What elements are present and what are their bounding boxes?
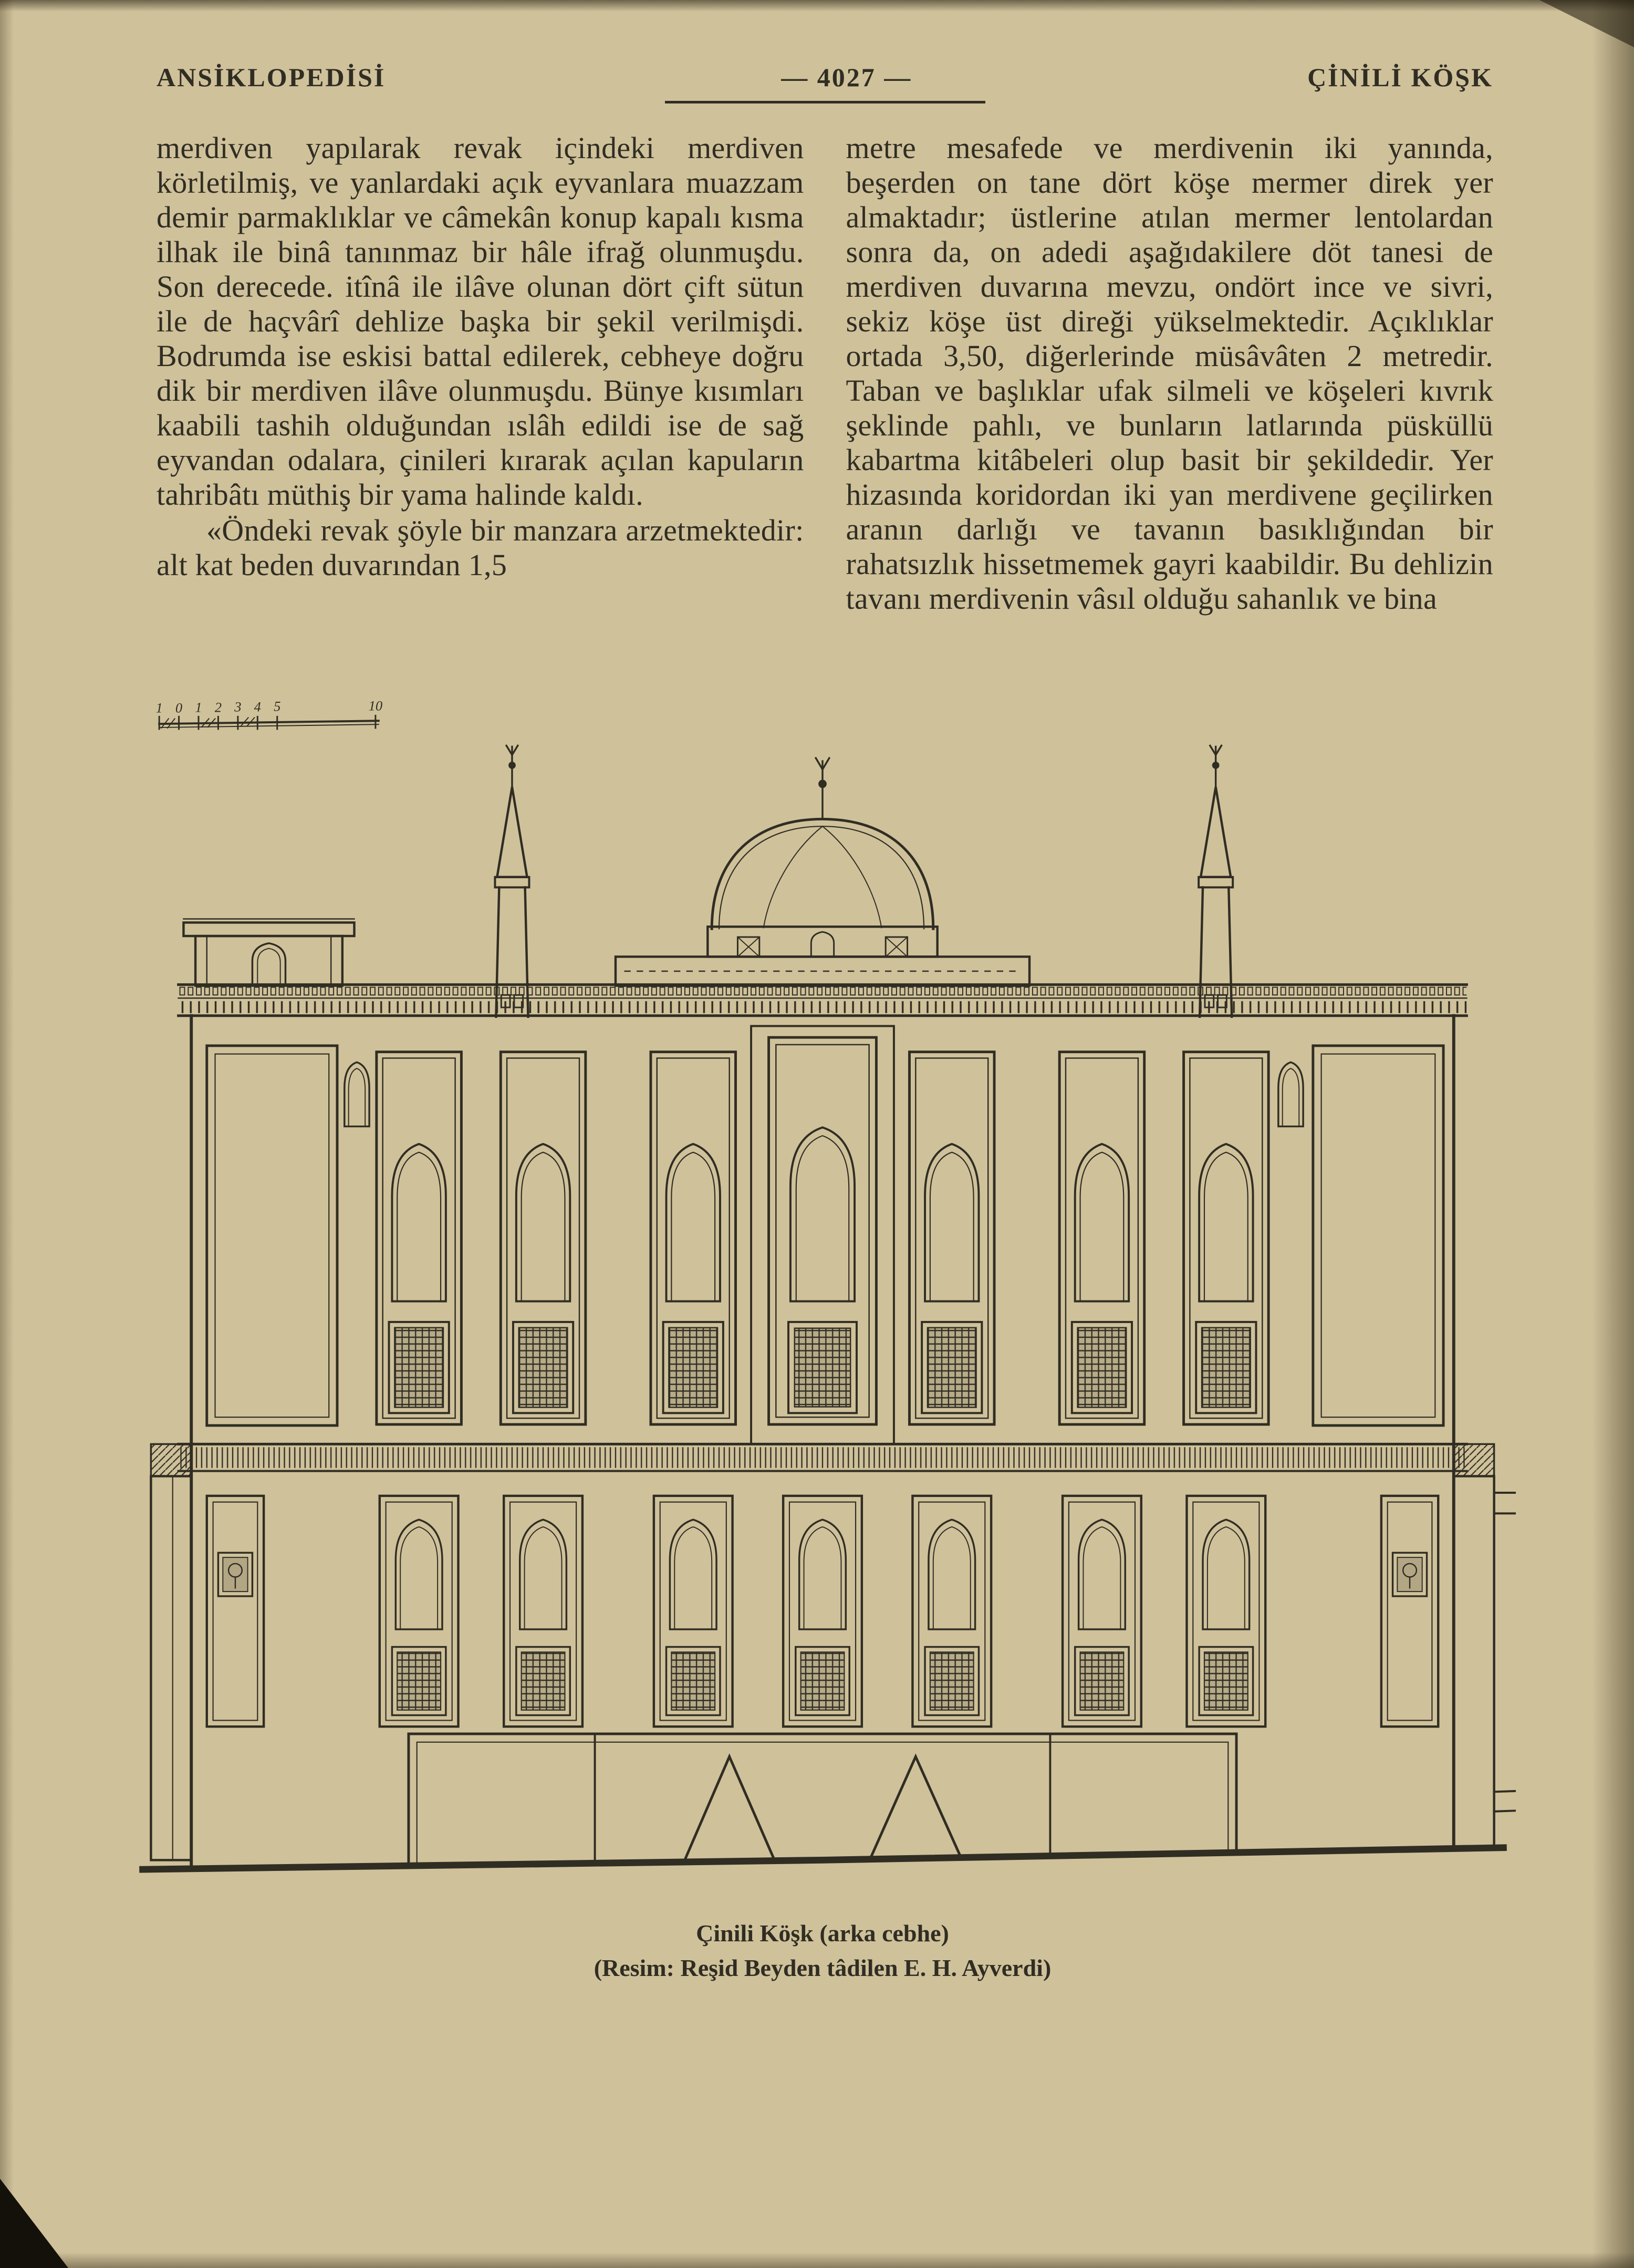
string-course xyxy=(179,1444,1467,1471)
scan-shadow-top xyxy=(0,0,1634,12)
page-number: — 4027 — xyxy=(781,63,912,92)
left-minaret xyxy=(495,746,529,1017)
header-rule xyxy=(665,101,985,103)
article-body xyxy=(157,131,1493,616)
central-dome xyxy=(616,758,1029,985)
paragraph: «Öndeki revak şöyle bir manzara arzetmektedir: alt kat beden duvarından 1,5 xyxy=(157,513,804,582)
page-header xyxy=(157,62,1493,92)
journal-title: ANSİKLOPEDİSİ xyxy=(157,63,386,92)
scan-shadow-left xyxy=(0,0,14,2268)
upper-windows xyxy=(377,1037,1268,1424)
article-title: ÇİNİLİ KÖŞK xyxy=(1307,63,1493,92)
paragraph: merdiven yapılarak revak içindeki merdiven körletilmiş, ve yanlardaki açık eyvanlara muazzam demir parmaklıklar ve câmekân konup kapalı kısma ilhak ile binâ tanınmaz bir hâle ifrağ olunmuşdu. Son derecede. itînâ ile ilâve olunan dört çift sütun ile de haçvârî dehlize başka bir şekil verilmişdi. Bodrumda ise eskisi battal edilerek, cebheye doğru dik bir merdiven ilâve olunmuşdu. Bünye kısımları kaabili tashih olduğundan ıslâh edildi ise de sağ eyvandan odalara, çinileri kırarak açılan kapuların tahribâtı müthiş bir yama halinde kaldı. xyxy=(157,131,804,512)
scan-shadow-bottom xyxy=(0,2252,1634,2268)
right-wall-section xyxy=(1454,1444,1516,1846)
right-column xyxy=(846,131,1494,616)
elevation-figure xyxy=(129,695,1516,1985)
rooftop-kiosk xyxy=(183,919,354,986)
cornice-band xyxy=(179,985,1467,1016)
scale-label: 0 xyxy=(175,700,183,716)
left-wall-section xyxy=(151,1444,191,1860)
scale-bar xyxy=(155,698,382,729)
scale-label: 4 xyxy=(254,699,261,715)
left-column xyxy=(157,131,804,616)
scale-label: 3 xyxy=(234,699,242,715)
right-minaret xyxy=(1199,746,1233,1017)
wall-niches xyxy=(345,1062,1303,1126)
scale-label: 1 xyxy=(155,700,163,716)
facade-outline xyxy=(191,1016,1454,1867)
lower-windows xyxy=(380,1496,1265,1726)
scale-label: 2 xyxy=(214,699,222,715)
stair-gable xyxy=(870,1756,961,1859)
basement-strip xyxy=(409,1734,1236,1865)
scale-label: 1 xyxy=(195,699,202,715)
ground-line xyxy=(143,1848,1504,1869)
paragraph: metre mesafede ve merdivenin iki yanında, beşerden on tane dört köşe mermer direk yer almaktadır; üstlerine atılan mermer lentolardan sonra da, on adedi aşağıdakilere döt tanesi de merdiven duvarına mevzu, ondört ince ve sivri, sekiz köşe üst direği yükselmektedir. Açıklıklar ortada 3,50, diğerlerinde müsâvâten 2 metredir. Taban ve başlıklar ufak silmeli ve köşeleri kıvrık şeklinde pahlı, ve bunların latlarında püsküllü kabartma kitâbeleri olup basit bir şekildedir. Yer hizasında koridordan iki yan merdivene geçilirken aranın darlığı ve tavanın basıklığından bir rahatsızlık hissetmemek gayri kaabildir. Bu dehlizin tavanı merdivenin vâsıl olduğu sahanlık ve bina xyxy=(846,131,1493,616)
scan-shadow-right xyxy=(1592,0,1634,2268)
figure-caption: Çinili Köşk (arka cebhe) xyxy=(696,1920,949,1947)
stair-gable xyxy=(684,1756,775,1862)
scan-corner-bottom-left xyxy=(0,2179,68,2268)
scale-label: 5 xyxy=(274,698,281,714)
elevation-drawing xyxy=(129,695,1516,1895)
figure-credit: (Resim: Reşid Beyden tâdilen E. H. Ayverdi) xyxy=(594,1954,1052,1982)
scale-label: 10 xyxy=(368,698,383,714)
